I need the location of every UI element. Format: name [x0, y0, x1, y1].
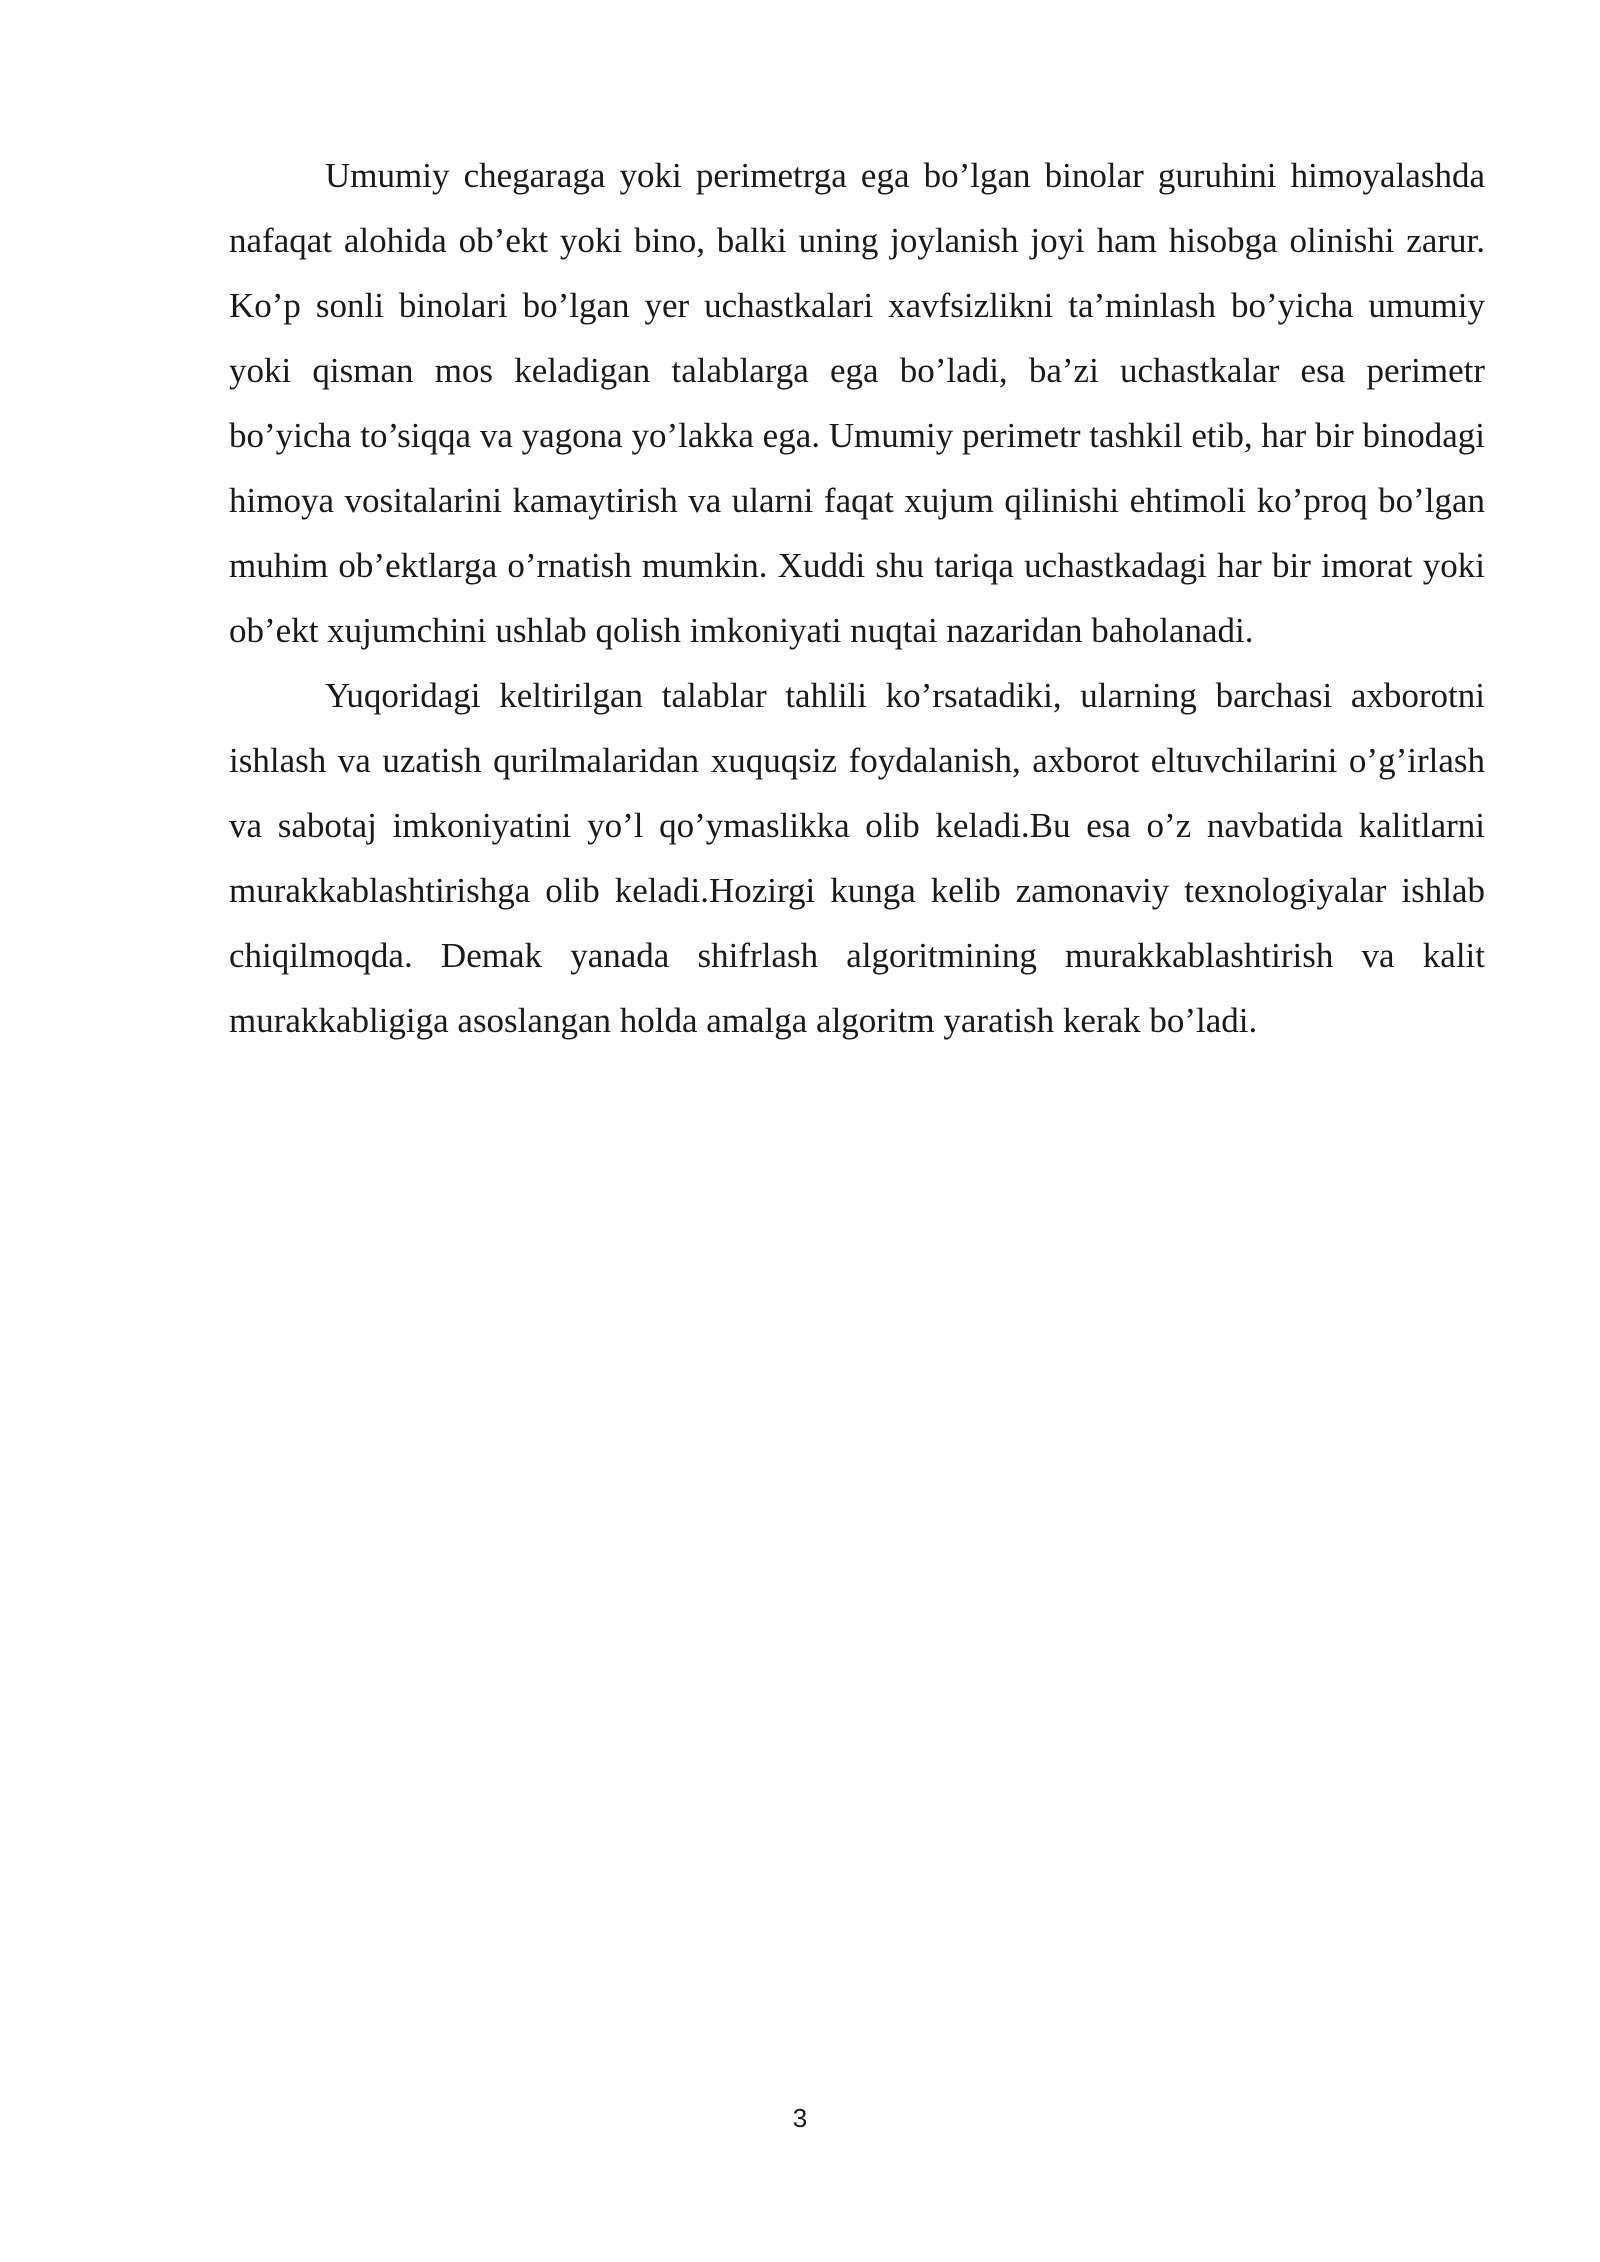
page-number: 3 [792, 2103, 808, 2133]
paragraph-2: Yuqoridagi keltirilgan talablar tahlili ko’rsatadiki, ularning barchasi axborotni ishlash va uzatish qurilmalaridan xuquqsiz foydalanish, axborot eltuvchilarini o’g’irlash va sabotaj imkoniyatini yo’l qo’ymaslikka olib keladi.Bu esa o’z navbatida kalitlarni murakkablashtirishga olib keladi.Hozirgi kunga kelib zamonaviy texnologiyalar ishlab chiqilmoqda. Demak yanada shifrlash algoritmining murakkablashtirish va kalit murakkabligiga asoslangan holda amalga algoritm yaratish kerak bo’ladi. [229, 676, 1485, 1040]
paragraph-1: Umumiy chegaraga yoki perimetrga ega bo’lgan binolar guruhini himoyalashda nafaqat alohida ob’ekt yoki bino, balki uning joylanish joyi ham hisobga olinishi zarur. Ko’p sonli binolari bo’lgan yer uchastkalari xavfsizlikni ta’minlash bo’yicha umumiy yoki qisman mos keladigan talablarga ega bo’ladi, ba’zi uchastkalar esa perimetr bo’yicha to’siqqa va yagona yo’lakka ega. Umumiy perimetr tashkil etib, har bir binodagi himoya vositalarini kamaytirish va ularni faqat xujum qilinishi ehtimoli ko’proq bo’lgan muhim ob’ektlarga o’rnatish mumkin. Xuddi shu tariqa uchastkadagi har bir imorat yoki ob’ekt xujumchini ushlab qolish imkoniyati nuqtai nazaridan baholanadi. [229, 156, 1485, 650]
document-body [229, 143, 1485, 1053]
